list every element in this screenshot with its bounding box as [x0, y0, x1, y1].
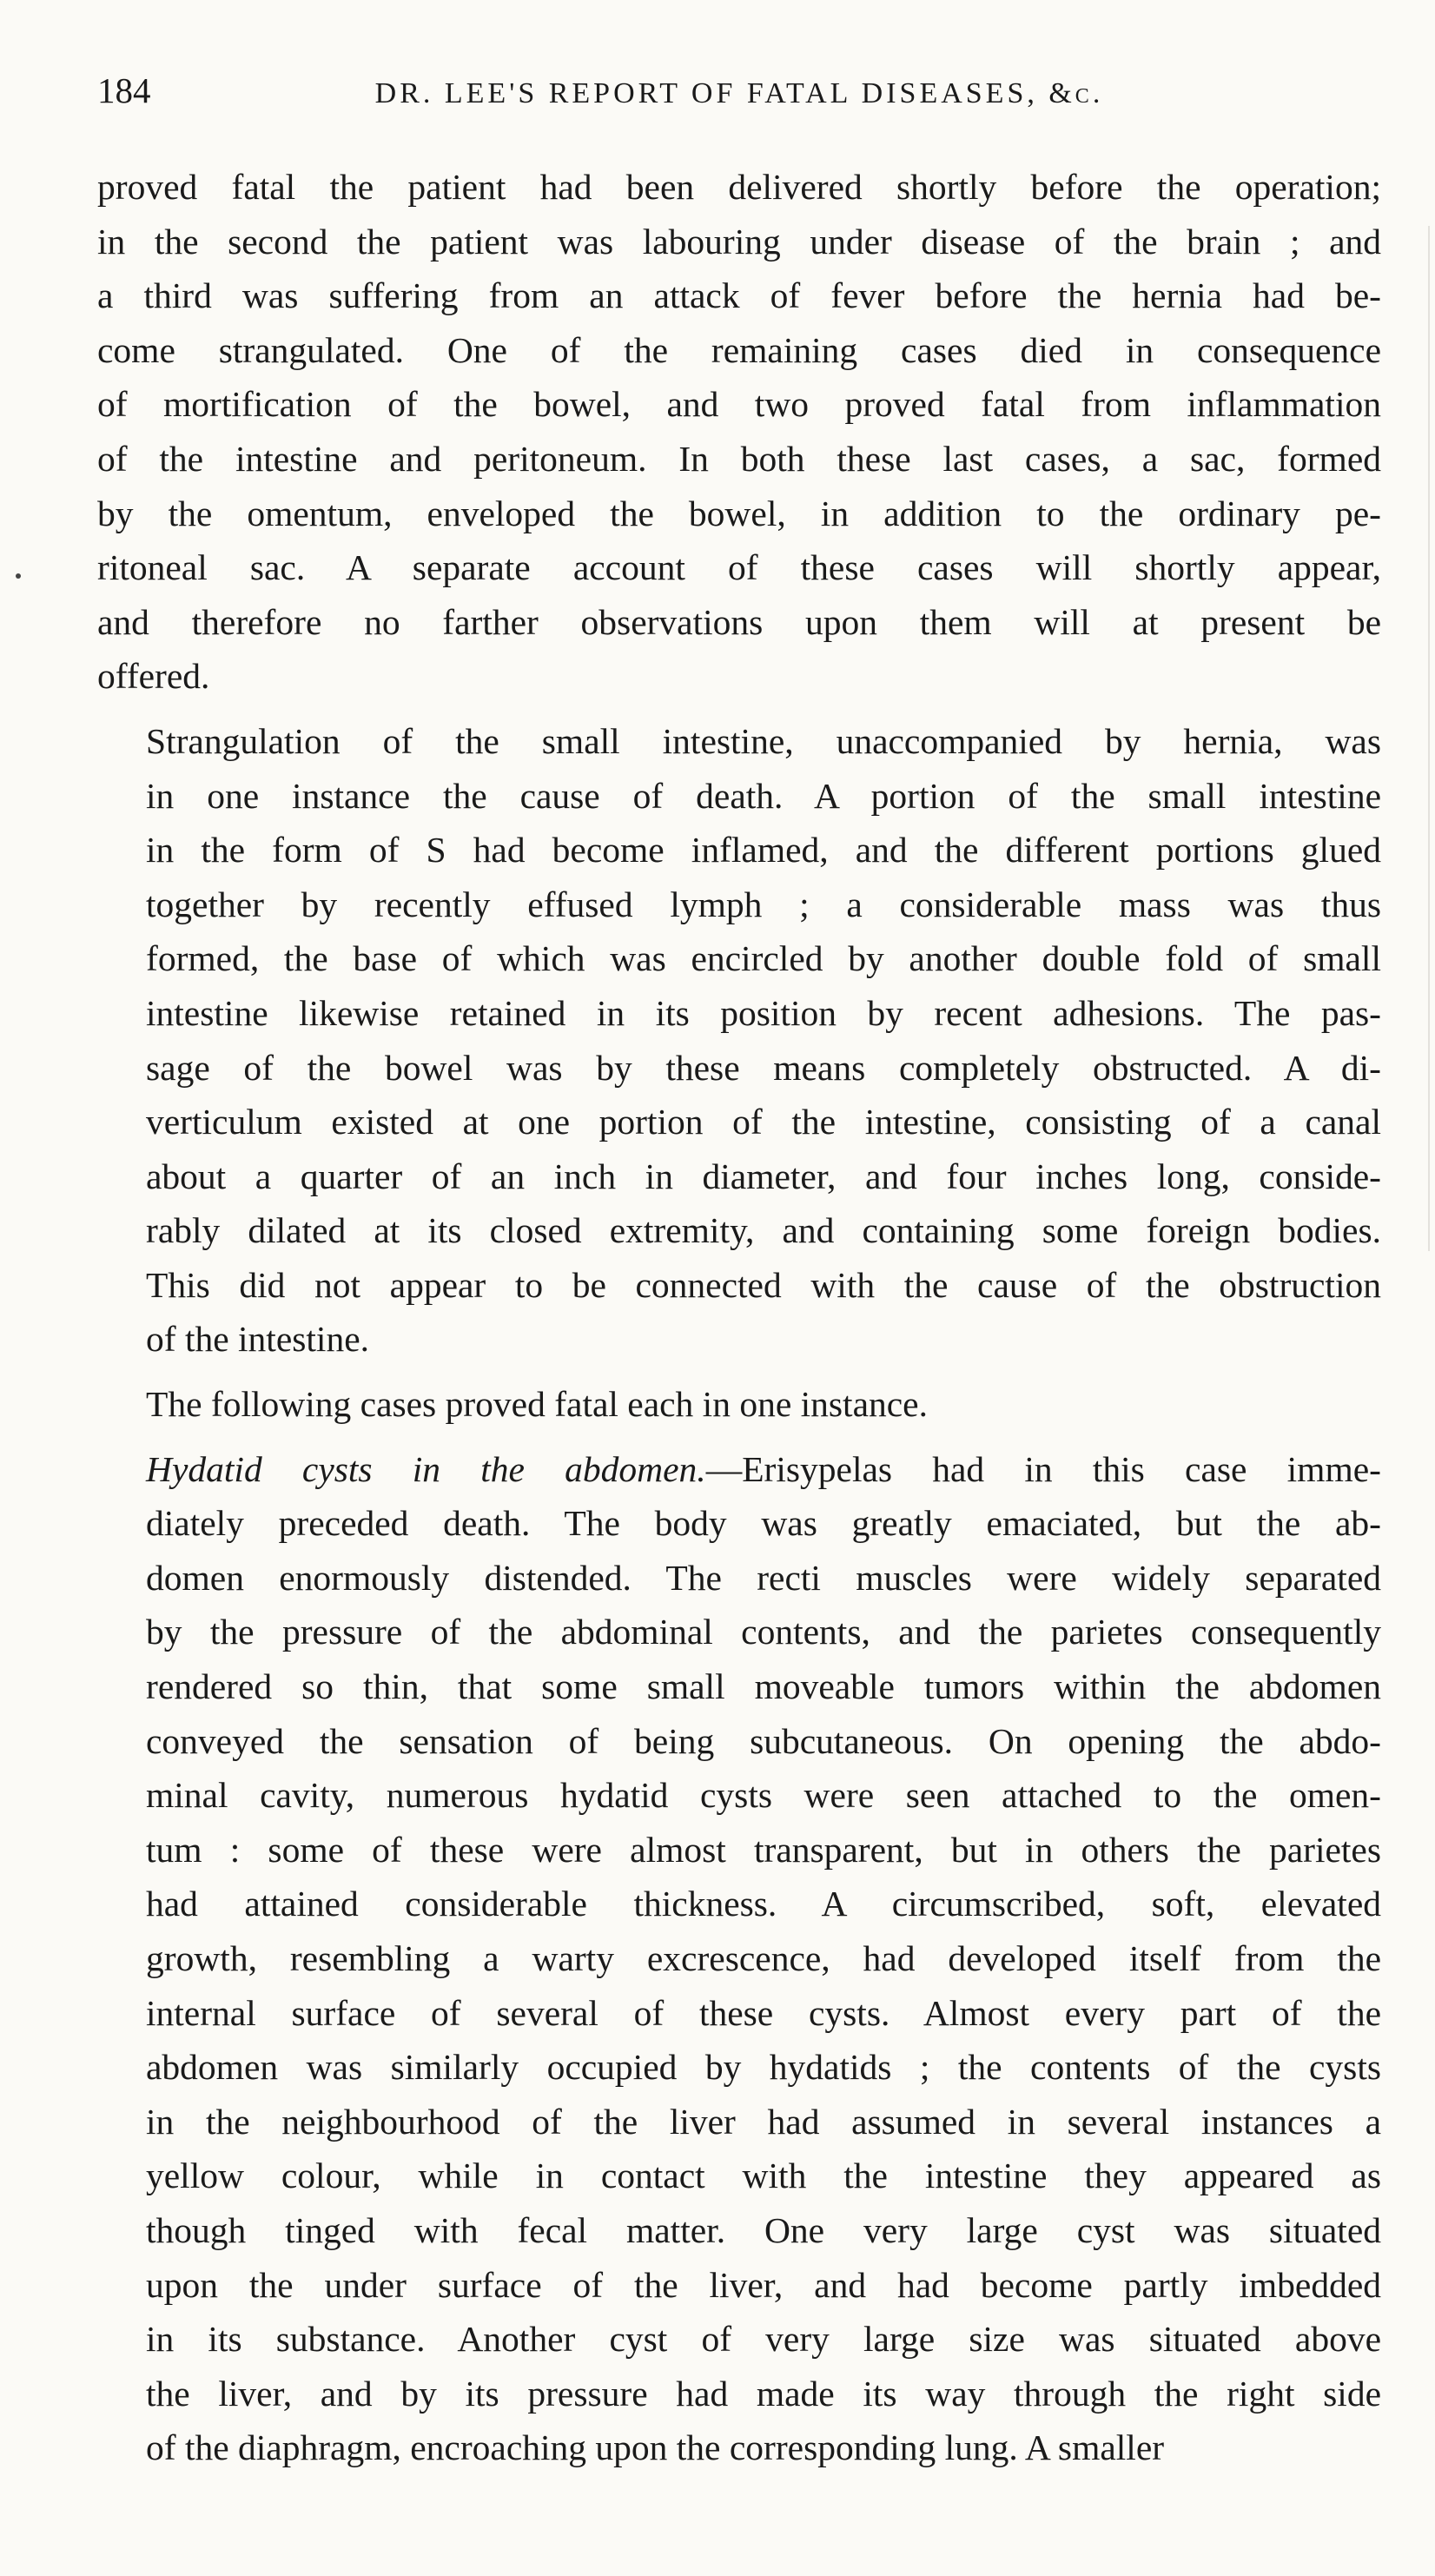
text-line: Strangulation of the small intestine, unaccompanied by hernia, was	[146, 720, 1381, 761]
text-line: The following cases proved fatal each in one instance.	[146, 1384, 928, 1425]
paragraph	[97, 1377, 1381, 1432]
running-head: DR. LEE'S REPORT OF FATAL DISEASES, &c.	[374, 77, 1104, 109]
text-line: in the second the patient was labouring under disease of the brain ; and	[97, 221, 1381, 262]
text-line: upon the under surface of the liver, and had become partly imbedded	[146, 2264, 1381, 2305]
text-line: abdomen was similarly occupied by hydatids ; the contents of the cysts	[146, 2047, 1381, 2088]
text-line: domen enormously distended. The recti muscles were widely separated	[146, 1557, 1381, 1598]
text-line: minal cavity, numerous hydatid cysts were seen attached to the omen-	[146, 1775, 1381, 1816]
text-line: ritoneal sac. A separate account of these cases will shortly appear,	[97, 547, 1381, 588]
text-line: offered.	[97, 656, 210, 697]
text-line: in one instance the cause of death. A portion of the small intestine	[146, 775, 1381, 816]
text-line: of the intestine and peritoneum. In both these last cases, a sac, formed	[97, 438, 1381, 479]
text-line: together by recently effused lymph ; a considerable mass was thus	[146, 884, 1381, 924]
section-lead-italic: Hydatid cysts in the abdomen.	[146, 1448, 706, 1489]
text-line: formed, the base of which was encircled by another double fold of small	[146, 938, 1381, 979]
text-line: rably dilated at its closed extremity, and containing some foreign bodies.	[146, 1210, 1381, 1251]
text-line: sage of the bowel was by these means completely obstructed. A di-	[146, 1047, 1381, 1088]
text-line: yellow colour, while in contact with the intestine they appeared as	[146, 2155, 1381, 2196]
paragraph	[97, 714, 1381, 1367]
margin-speck	[16, 573, 21, 579]
paragraph	[97, 160, 1381, 704]
page-edge-rule	[1428, 226, 1430, 1251]
text-line: of mortification of the bowel, and two proved fatal from inflammation	[97, 384, 1381, 425]
text-line: growth, resembling a warty excrescence, had developed itself from the	[146, 1938, 1381, 1978]
text-line: verticulum existed at one portion of the intestine, consisting of a canal	[146, 1102, 1381, 1142]
text-line: in the form of S had become inflamed, and the different portions glued	[146, 830, 1381, 871]
text-line: about a quarter of an inch in diameter, and four inches long, conside-	[146, 1156, 1381, 1196]
text-line: of the intestine.	[146, 1319, 370, 1360]
text-line: tum : some of these were almost transparent, but in others the parietes	[146, 1829, 1381, 1870]
page-number: 184	[97, 70, 151, 110]
document-page	[97, 70, 1381, 2475]
text-line: though tinged with fecal matter. One very large cyst was situated	[146, 2209, 1381, 2250]
page-header	[97, 70, 1381, 134]
text-line: a third was suffering from an attack of fever before the hernia had be-	[97, 275, 1381, 316]
text-line: come strangulated. One of the remaining cases died in consequence	[97, 329, 1381, 370]
text-line: rendered so thin, that some small moveable tumors within the abdomen	[146, 1666, 1381, 1707]
text-line: in its substance. Another cyst of very large size was situated above	[146, 2319, 1381, 2360]
text-line: conveyed the sensation of being subcutaneous. On opening the abdo-	[146, 1720, 1381, 1761]
text-line: internal surface of several of these cysts. Almost every part of the	[146, 1992, 1381, 2033]
text-line: diately preceded death. The body was greatly emaciated, but the ab-	[146, 1503, 1381, 1544]
text-line: and therefore no farther observations upon them will at present be	[97, 601, 1381, 642]
body-text	[97, 160, 1381, 2475]
text-line: the liver, and by its pressure had made its way through the right side	[146, 2373, 1381, 2414]
text-line: by the omentum, enveloped the bowel, in addition to the ordinary pe-	[97, 493, 1381, 533]
text-line: proved fatal the patient had been delivered shortly before the operation;	[97, 167, 1381, 207]
text-line	[97, 1442, 1381, 1497]
paragraph	[97, 1442, 1381, 2475]
text-line: of the diaphragm, encroaching upon the corresponding lung. A smaller	[146, 2427, 1165, 2468]
text-line: in the neighbourhood of the liver had assumed in several instances a	[146, 2101, 1381, 2142]
text-line: intestine likewise retained in its position by recent adhesions. The pas-	[146, 992, 1381, 1033]
text-line: had attained considerable thickness. A circumscribed, soft, elevated	[146, 1884, 1381, 1924]
text-line: by the pressure of the abdominal contents, and the parietes consequently	[146, 1612, 1381, 1652]
line-text: —Erisypelas had in this case imme-	[705, 1448, 1381, 1489]
text-line: This did not appear to be connected with the cause of the obstruction	[146, 1264, 1381, 1305]
